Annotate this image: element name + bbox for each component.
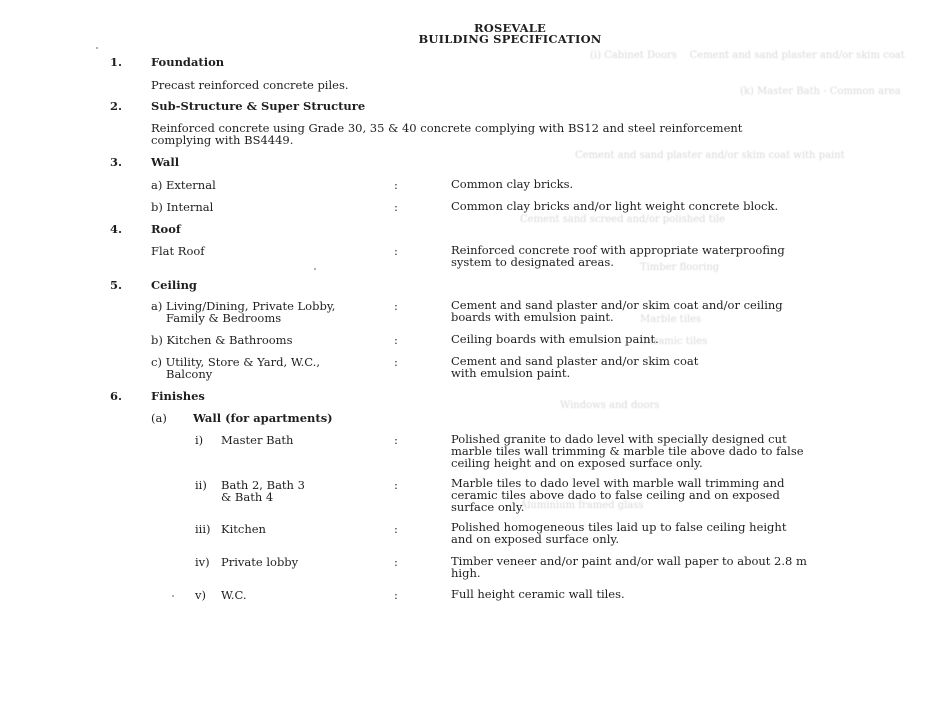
section-number: 5. — [110, 278, 123, 292]
structure-body-line: Reinforced concrete using Grade 30, 35 & 40 concrete complying with BS12 and steel reinforcement — [151, 121, 743, 135]
separator: : — [394, 200, 398, 214]
separator: : — [394, 178, 398, 192]
bleed-through-text: Marble tiles — [640, 314, 702, 325]
item-label: Private lobby — [221, 555, 299, 569]
bleed-through-text: Ceramic tiles — [640, 336, 708, 347]
separator: : — [394, 299, 398, 313]
separator: : — [394, 478, 398, 492]
bleed-through-text: (k) Master Bath - Common area — [740, 86, 901, 97]
item-label: Bath 2, Bath 3 — [221, 478, 305, 492]
wall-internal-value: Common clay bricks and/or light weight concrete block. — [451, 199, 779, 213]
roof-flat-value-line: system to designated areas. — [451, 255, 614, 269]
structure-body-line: complying with BS4449. — [151, 133, 294, 147]
item-value-line: Timber veneer and/or paint and/or wall paper to about 2.8 m — [451, 554, 807, 568]
roof-flat-value-line: Reinforced concrete roof with appropriate waterproofing — [451, 243, 785, 257]
scan-speck — [314, 268, 316, 270]
ceiling-a-label-line: a) Living/Dining, Private Lobby, — [151, 299, 336, 313]
separator: : — [394, 244, 398, 258]
item-roman: iii) — [195, 522, 211, 536]
separator: : — [394, 355, 398, 369]
item-value-line: ceiling height and on exposed surface only. — [451, 456, 703, 470]
document-title: BUILDING SPECIFICATION — [418, 32, 602, 46]
separator: : — [394, 522, 398, 536]
subsection-marker: (a) — [151, 411, 167, 425]
subsection-title-wall-apartments: Wall (for apartments) — [193, 411, 333, 425]
item-label: W.C. — [221, 588, 247, 602]
roof-flat-label: Flat Roof — [151, 244, 205, 258]
bleed-through-text: Cement sand screed and/or polished tile — [520, 214, 726, 225]
item-label: Kitchen — [221, 522, 266, 536]
wall-external-label: a) External — [151, 178, 216, 192]
item-value-line: Marble tiles to dado level with marble wall trimming and — [451, 476, 785, 490]
item-value-line: Full height ceramic wall tiles. — [451, 587, 625, 601]
ceiling-c-label-line: c) Utility, Store & Yard, W.C., — [151, 355, 320, 369]
section-number: 3. — [110, 155, 123, 169]
item-value-line: and on exposed surface only. — [451, 532, 620, 546]
ceiling-a-value-line: boards with emulsion paint. — [451, 310, 614, 324]
ceiling-a-label-line: Family & Bedrooms — [166, 311, 282, 325]
item-roman: i) — [195, 433, 204, 447]
section-title-finishes: Finishes — [151, 389, 205, 403]
ceiling-c-value-line: Cement and sand plaster and/or skim coat — [451, 354, 699, 368]
ceiling-b-value: Ceiling boards with emulsion paint. — [451, 332, 659, 346]
item-roman: iv) — [195, 555, 210, 569]
ceiling-a-value-line: Cement and sand plaster and/or skim coat and/or ceiling — [451, 298, 783, 312]
ceiling-c-label-line: Balcony — [166, 367, 213, 381]
wall-external-value: Common clay bricks. — [451, 177, 574, 191]
separator: : — [394, 588, 398, 602]
section-title-roof: Roof — [151, 222, 181, 236]
ceiling-b-label: b) Kitchen & Bathrooms — [151, 333, 293, 347]
bleed-through-text: (i) Cabinet Doors Cement and sand plaster and/or skim coat — [590, 50, 905, 61]
item-roman: v) — [195, 588, 206, 602]
scan-speck — [96, 47, 98, 49]
item-label: & Bath 4 — [221, 490, 274, 504]
bleed-through-text: Windows and doors — [560, 400, 660, 411]
foundation-body: Precast reinforced concrete piles. — [151, 78, 349, 92]
section-title-structure: Sub-Structure & Super Structure — [151, 99, 366, 113]
section-number: 2. — [110, 99, 123, 113]
item-value-line: high. — [451, 566, 481, 580]
scan-speck — [172, 595, 174, 597]
item-roman: ii) — [195, 478, 207, 492]
project-name: ROSEVALE — [473, 21, 547, 35]
item-label: Master Bath — [221, 433, 294, 447]
section-number: 6. — [110, 389, 123, 403]
section-number: 1. — [110, 55, 123, 69]
separator: : — [394, 333, 398, 347]
separator: : — [394, 433, 398, 447]
wall-internal-label: b) Internal — [151, 200, 214, 214]
bleed-through-text: Timber flooring — [640, 262, 720, 273]
item-value-line: surface only. — [451, 500, 525, 514]
bleed-through-text: Aluminium framed glass — [520, 500, 644, 511]
section-title-ceiling: Ceiling — [151, 278, 197, 292]
bleed-through-text: Cement and sand plaster and/or skim coat with paint — [575, 150, 845, 161]
item-value-line: ceramic tiles above dado to false ceiling and on exposed — [451, 488, 780, 502]
item-value-line: marble tiles wall trimming & marble tile above dado to false — [451, 444, 804, 458]
section-title-wall: Wall — [151, 155, 180, 169]
ceiling-c-value-line: with emulsion paint. — [451, 366, 571, 380]
item-value-line: Polished granite to dado level with specially designed cut — [451, 432, 787, 446]
item-value-line: Polished homogeneous tiles laid up to false ceiling height — [451, 520, 787, 534]
section-title-foundation: Foundation — [151, 55, 225, 69]
section-number: 4. — [110, 222, 123, 236]
separator: : — [394, 555, 398, 569]
